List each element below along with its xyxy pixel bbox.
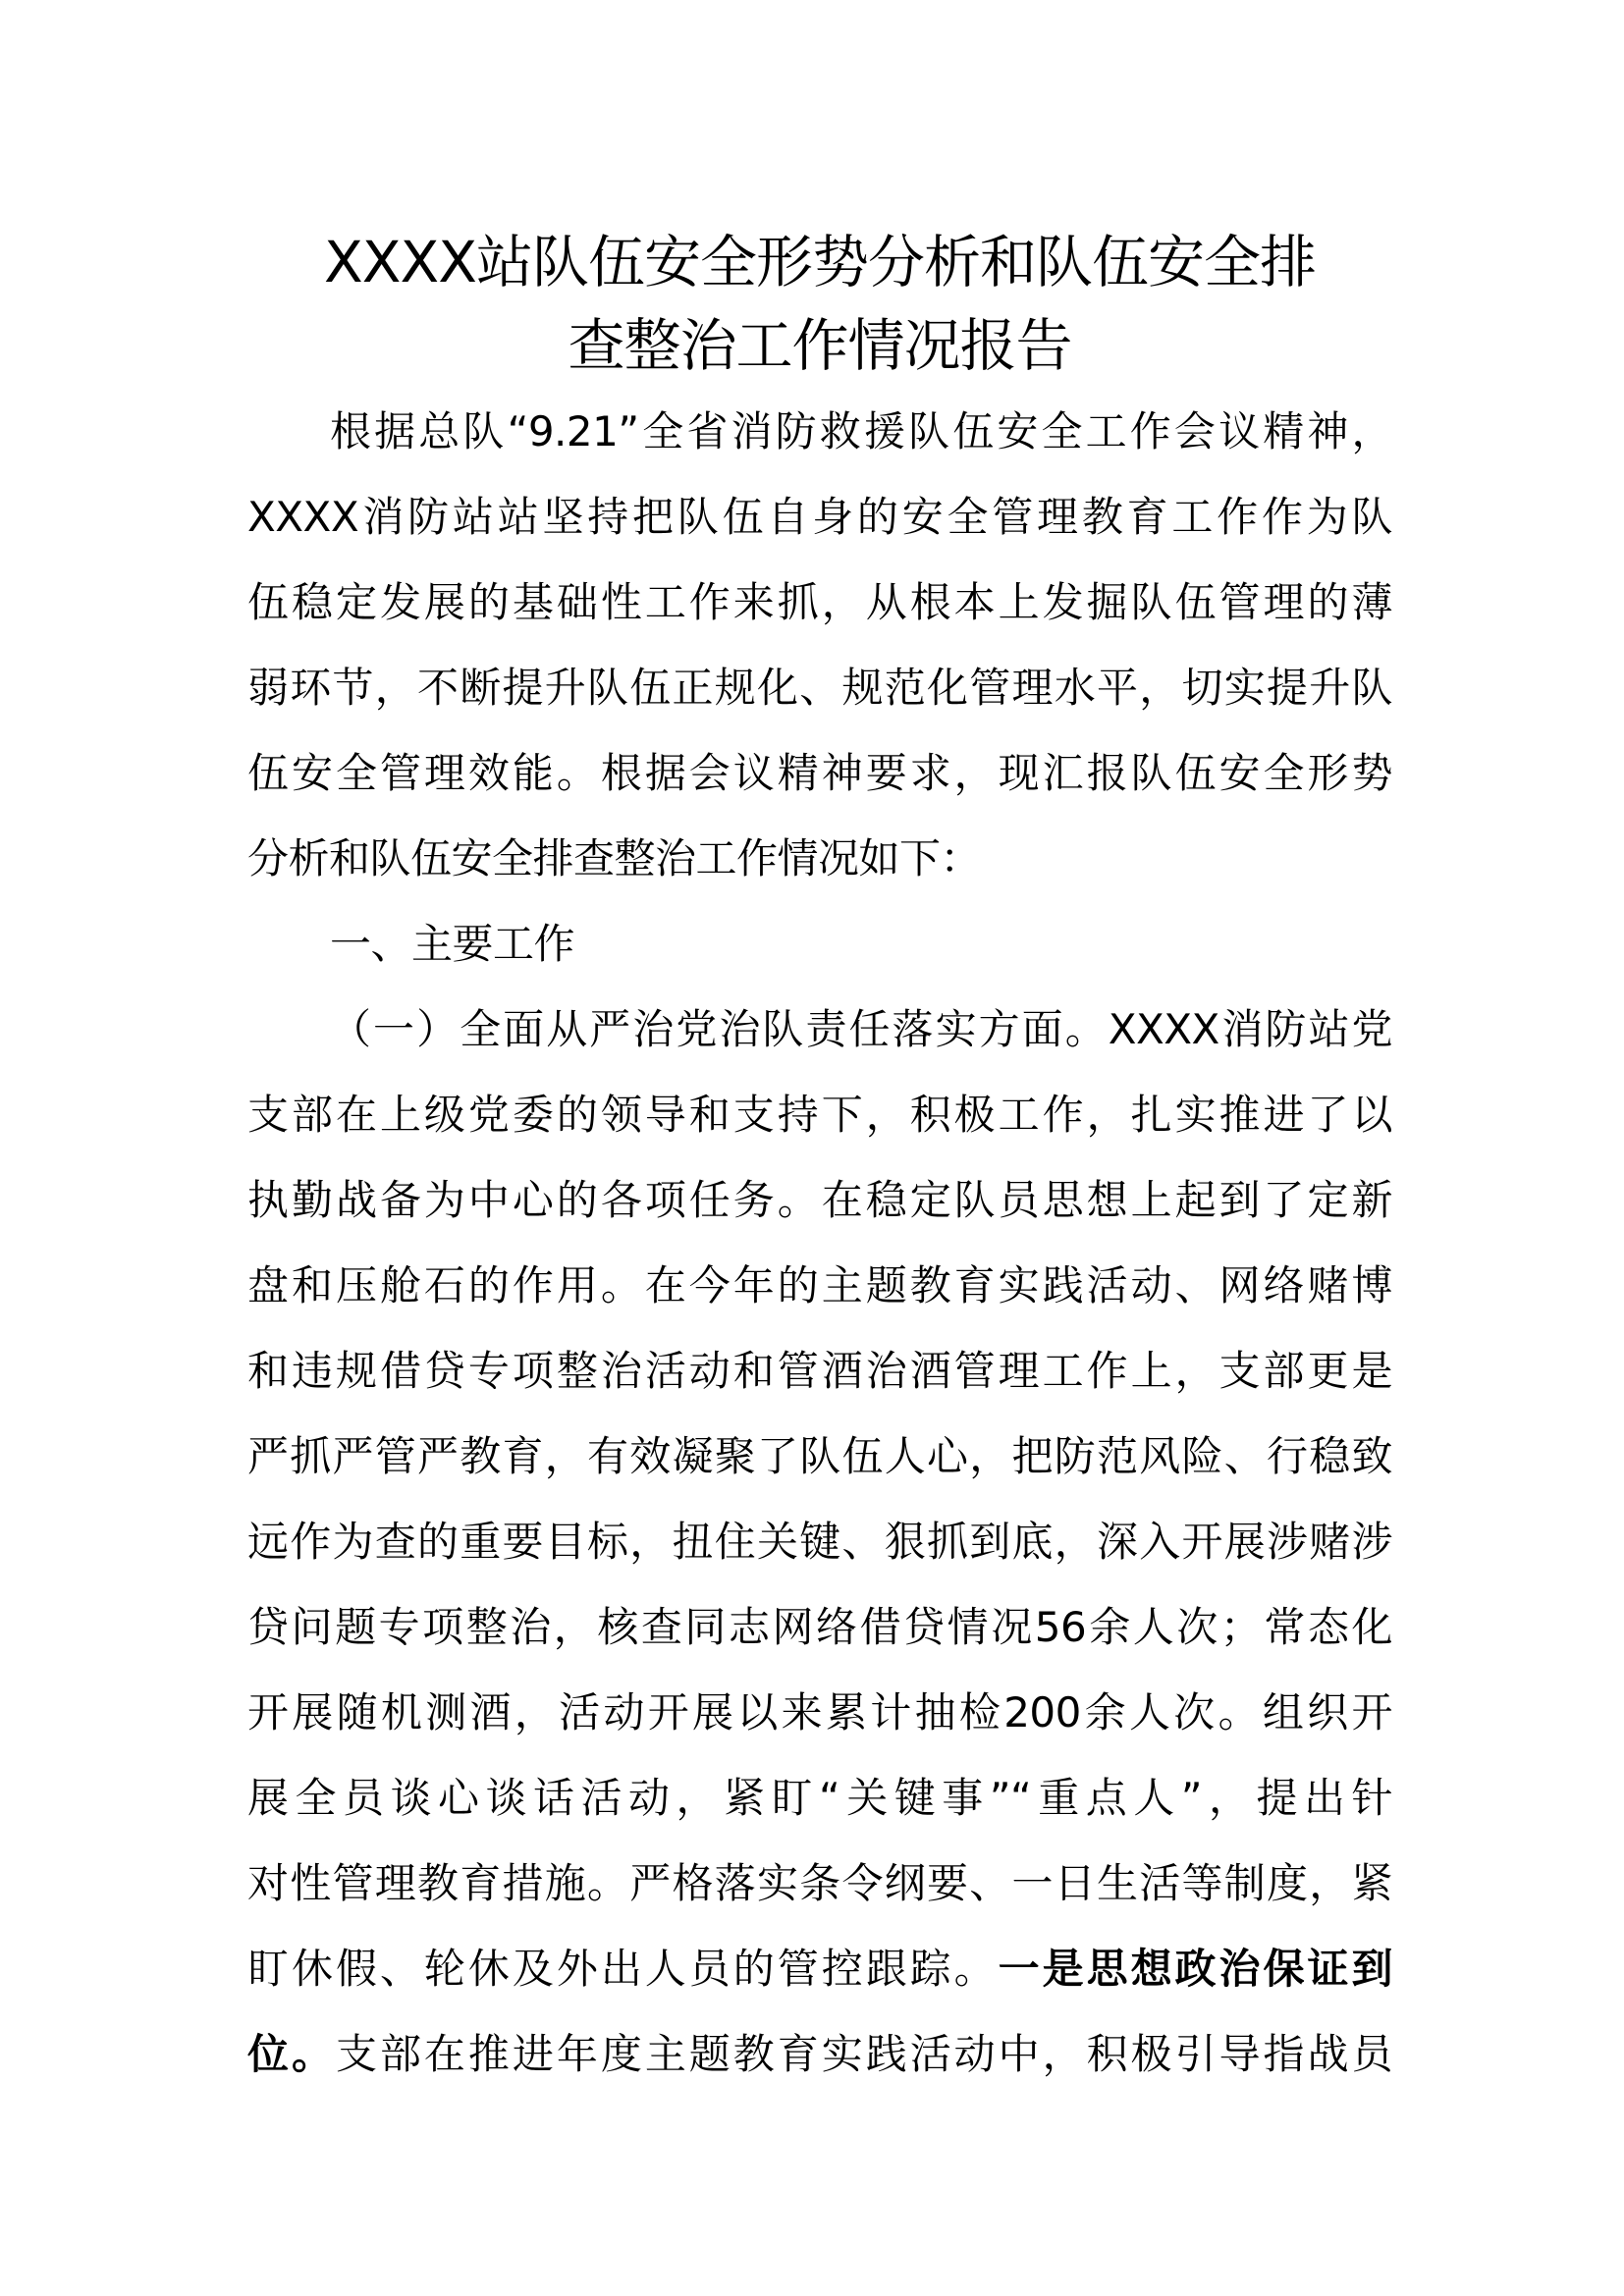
paragraph-line: 展全员谈心谈话活动，紧盯“关键事”“重点人”，提出针 xyxy=(247,1774,1392,1822)
paragraph-line: XXXX消防站站坚持把队伍自身的安全管理教育工作作为队 xyxy=(247,493,1392,541)
document-title-line-1: XXXX站队伍安全形势分析和队伍安全排 xyxy=(324,229,1316,295)
paragraph-line: 远作为查的重要目标，扭住关键、狠抓到底，深入开展涉赌涉 xyxy=(247,1518,1392,1566)
paragraph-line: （一）全面从严治党治队责任落实方面。XXXX消防站党 xyxy=(330,1005,1392,1053)
paragraph-line: 伍安全管理效能。根据会议精神要求，现汇报队伍安全形势 xyxy=(247,749,1392,797)
paragraph-line: 执勤战备为中心的各项任务。在稳定队员思想上起到了定新 xyxy=(247,1176,1392,1224)
paragraph-line: 贷问题专项整治，核查同志网络借贷情况56余人次；常态化 xyxy=(247,1603,1392,1651)
section-heading: 一、主要工作 xyxy=(330,920,575,968)
paragraph-line: 和违规借贷专项整治活动和管酒治酒管理工作上，支部更是 xyxy=(247,1347,1392,1395)
paragraph-line: 弱环节，不断提升队伍正规化、规范化管理水平，切实提升队 xyxy=(247,664,1392,712)
paragraph-line: 分析和队伍安全排查整治工作情况如下： xyxy=(247,834,982,882)
paragraph-line-mixed xyxy=(247,2027,1392,2082)
normal-text: 支部在推进年度主题教育实践活动中，积极引导指战员 xyxy=(335,2030,1392,2078)
paragraph-line-mixed xyxy=(247,1942,1392,1997)
bold-subheading-text: 一是思想政治保证到 xyxy=(998,1945,1392,1993)
normal-text: 盯休假、轮休及外出人员的管控跟踪。 xyxy=(247,1945,999,1993)
document-title-line-2: 查整治工作情况报告 xyxy=(568,312,1072,379)
bold-subheading-text: 位。 xyxy=(247,2030,336,2078)
paragraph-line: 根据总队“9.21”全省消防救援队伍安全工作会议精神， xyxy=(330,407,1392,455)
paragraph-line: 盘和压舱石的作用。在今年的主题教育实践活动、网络赌博 xyxy=(247,1261,1392,1309)
paragraph-line: 伍稳定发展的基础性工作来抓，从根本上发掘队伍管理的薄 xyxy=(247,578,1392,626)
paragraph-line: 开展随机测酒，活动开展以来累计抽检200余人次。组织开 xyxy=(247,1688,1392,1736)
paragraph-line: 支部在上级党委的领导和支持下，积极工作，扎实推进了以 xyxy=(247,1091,1392,1139)
paragraph-line: 对性管理教育措施。严格落实条令纲要、一日生活等制度，紧 xyxy=(247,1859,1392,1907)
paragraph-line: 严抓严管严教育，有效凝聚了队伍人心，把防范风险、行稳致 xyxy=(247,1432,1392,1480)
